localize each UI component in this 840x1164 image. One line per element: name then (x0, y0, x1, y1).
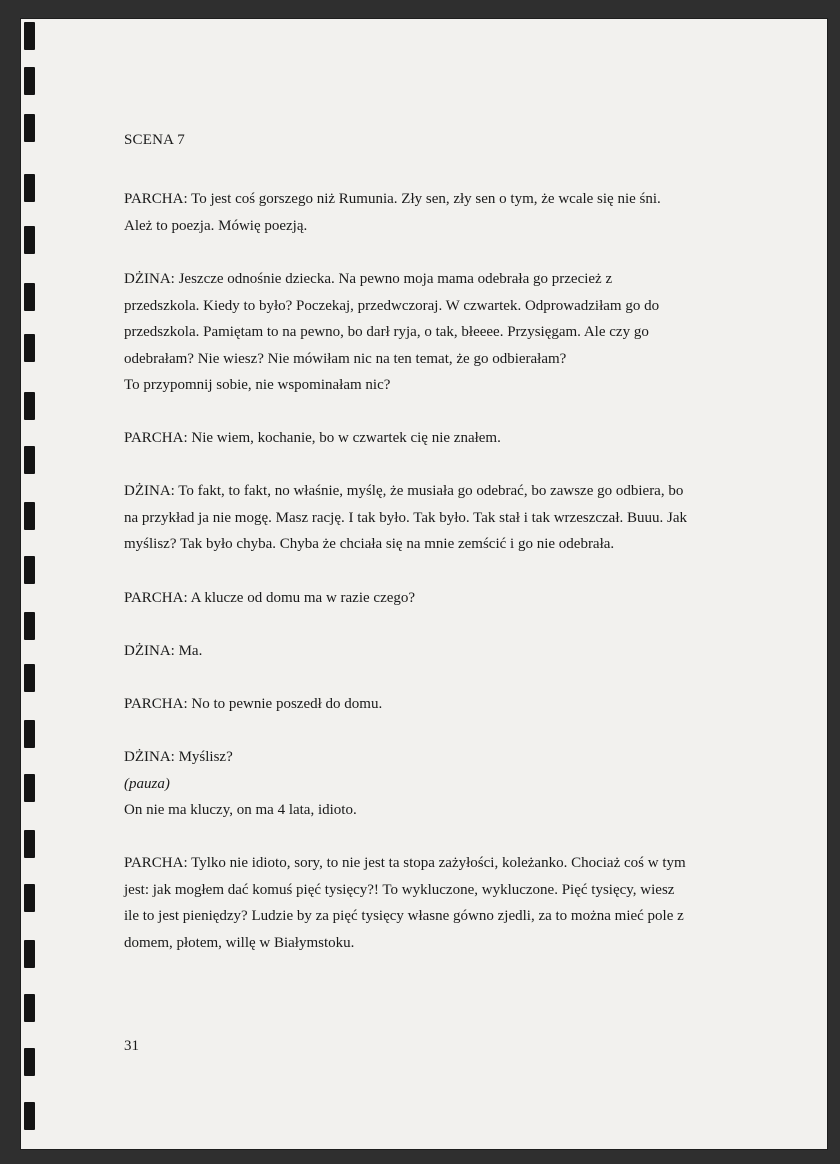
dialogue-block (124, 478, 724, 558)
binding-hole (24, 446, 35, 474)
binding-hole (24, 774, 35, 802)
dialogue-line: DŻINA: Myślisz? (124, 749, 233, 765)
dialogue-line: DŻINA: Jeszcze odnośnie dziecka. Na pewno moja mama odebrała go przecież z (124, 271, 613, 287)
binding-hole (24, 720, 35, 748)
dialogue-line: odebrałam? Nie wiesz? Nie mówiłam nic na ten temat, że go odbierałam? (124, 350, 567, 367)
binding-hole (24, 884, 35, 912)
dialogue-line: na przykład ja nie mogę. Masz rację. I tak było. Tak było. Tak stał i tak wrzeszczał. Buuu. Jak (124, 509, 687, 526)
dialogue-line: PARCHA: No to pewnie poszedł do domu. (124, 696, 383, 712)
binding-hole (24, 392, 35, 420)
binding-hole (24, 502, 35, 530)
dialogue-line: To przypomnij sobie, nie wspominałam nic? (124, 377, 391, 393)
dialogue-line: PARCHA: Tylko nie idioto, sory, to nie jest ta stopa zażyłości, koleżanko. Chociaż coś w tym (124, 855, 686, 871)
dialogue-line: DŻINA: To fakt, to fakt, no właśnie, myślę, że musiała go odebrać, bo zawsze go odbiera, bo (124, 483, 684, 499)
binding-hole (24, 1102, 35, 1130)
binding-hole (24, 1048, 35, 1076)
spiral-binding (0, 0, 40, 1164)
binding-hole (24, 830, 35, 858)
dialogue-block (124, 850, 724, 956)
dialogue-line: jest: jak mogłem dać komuś pięć tysięcy?! To wykluczone, wykluczone. Pięć tysięcy, wiesz (124, 881, 675, 898)
binding-hole (24, 940, 35, 968)
dialogue-block (124, 186, 724, 239)
dialogue-line: PARCHA: Nie wiem, kochanie, bo w czwartek cię nie znałem. (124, 430, 501, 446)
binding-hole (24, 334, 35, 362)
scene-title: SCENA 7 (124, 132, 185, 148)
binding-hole (24, 67, 35, 95)
dialogue-line: Ależ to poezja. Mówię poezją. (124, 217, 308, 234)
dialogue-line: On nie ma kluczy, on ma 4 lata, idioto. (124, 802, 357, 818)
stage-direction: (pauza) (124, 775, 170, 792)
dialogue-block (124, 691, 724, 718)
dialogue-block (124, 744, 724, 824)
binding-hole (24, 994, 35, 1022)
dialogue-line: DŻINA: Ma. (124, 643, 203, 659)
dialogue-block (124, 638, 724, 665)
dialogue-line: przedszkola. Kiedy to było? Poczekaj, przedwczoraj. W czwartek. Odprowadziłam go do (124, 297, 660, 314)
dialogue-line: przedszkola. Pamiętam to na pewno, bo darł ryja, o tak, błeeee. Przysięgam. Ale czy go (124, 324, 649, 340)
page-number: 31 (124, 1038, 139, 1054)
dialogue-line: myślisz? Tak było chyba. Chyba że chciała się na mnie zemścić i go nie odebrała. (124, 536, 615, 552)
dialogue-line: PARCHA: A klucze od domu ma w razie czego? (124, 590, 416, 606)
dialogue-block (124, 585, 724, 612)
binding-hole (24, 664, 35, 692)
binding-hole (24, 114, 35, 142)
binding-hole (24, 22, 35, 50)
dialogue-line: PARCHA: To jest coś gorszego niż Rumunia. Zły sen, zły sen o tym, że wcale się nie śni. (124, 191, 661, 207)
binding-hole (24, 556, 35, 584)
binding-hole (24, 612, 35, 640)
binding-hole (24, 226, 35, 254)
binding-hole (24, 283, 35, 311)
dialogue-line: domem, płotem, willę w Białymstoku. (124, 934, 355, 951)
dialogue-block (124, 425, 724, 452)
dialogue-block (124, 266, 724, 399)
binding-hole (24, 174, 35, 202)
dialogue-line: ile to jest pieniędzy? Ludzie by za pięć tysięcy własne gówno zjedli, za to można mieć pole z (124, 908, 684, 924)
